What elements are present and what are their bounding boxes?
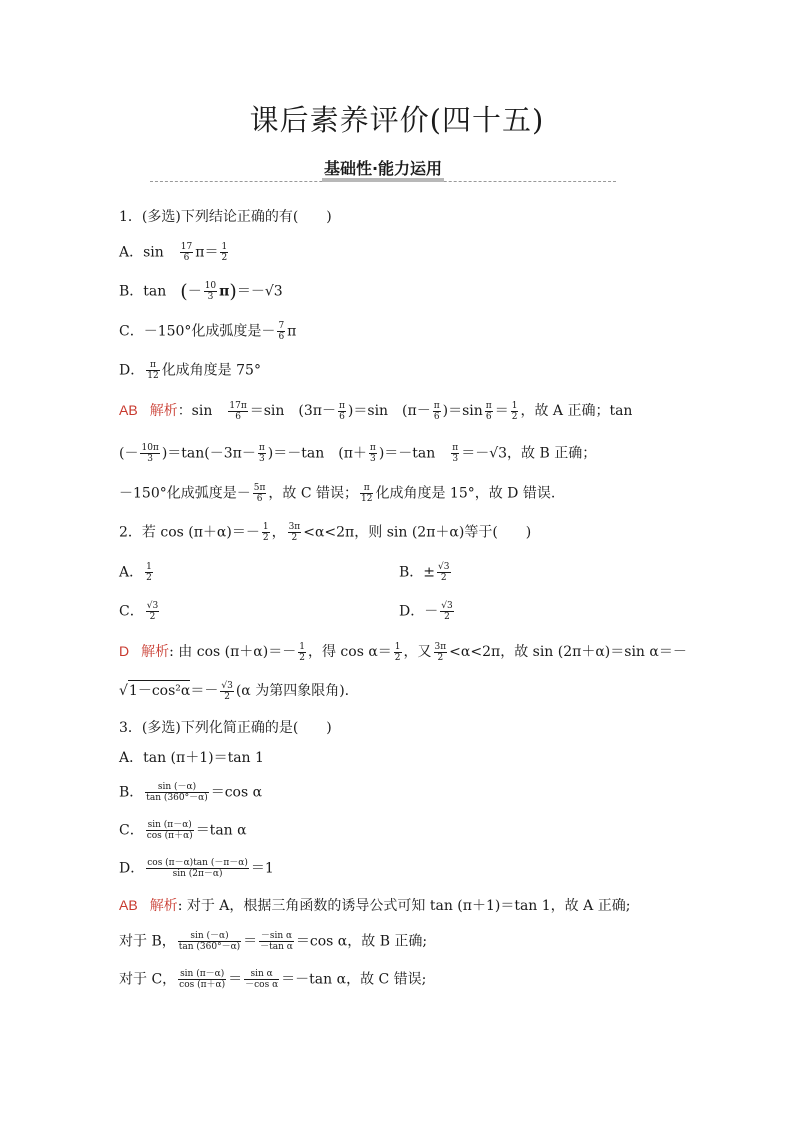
q1-explanation-line1: AB 解析：sin $\frac{17\pi}{6}$ ＝sin (3π－ $\frac{\pi}{6}$ )＝sin (π－ $\frac{\pi}{6}$ )＝sin $\frac{\pi}{6}$ ＝ $\frac{1}{2}$ ，故 A 正确；tan [119,400,633,422]
q2-option-b: B．± $\frac{√3}{2}$ [399,562,450,583]
q1-explanation-line3: －150°化成弧度是－ $\frac{5\pi}{6}$ ，故 C 错误； $\frac{\pi}{12}$ 化成角度是 15°，故 D 错误. [119,483,556,504]
q2-option-d: D．－ $\frac{√3}{2}$ [399,601,453,622]
explanation-label: 解析 [149,897,178,913]
q1-option-b-tail: ＝－√3 [236,283,283,300]
fraction: $\frac{\pi}{12}$ [147,360,159,381]
q1-option-c-tail: π [287,323,297,340]
q3-explanation-line3: 对于 C， $\frac{\sin (\pi-\alpha)}{\cos (\pi+\alpha)}$ ＝ $\frac{\text{sin α}}{\text{－cos α}}$ ＝－tan α，故 C 错误; [119,969,427,990]
section-header [150,156,616,186]
q3-explanation-line1: AB 解析: 对于 A，根据三角函数的诱导公式可知 tan (π＋1)＝tan 1，故 A 正确; [119,897,631,914]
q3-explanation-line2: 对于 B， $\frac{\sin (-\alpha)}{\tan (360^\circ-\alpha)}$ ＝ $\frac{\text{－sin α}}{\text{－tan α}}$ ＝cos α，故 B 正确; [119,931,428,952]
answer-label: AB [119,402,138,418]
q1-option-c-text: C．－150°化成弧度是－ [119,323,276,340]
q1-stem: 1．(多选)下列结论正确的有( ) [119,209,332,225]
q3-option-b: B． $\frac{\sin (-\alpha)}{\tan (360^\circ-\alpha)}$ ＝cos α [119,782,263,803]
q1-option-b: B．tan (－ $\frac{10}{3}$ π)＝－√3 [119,280,283,303]
q1-option-a-mid: π＝ [195,244,219,261]
q2-explanation-line2: √1－cos²α＝－ $\frac{√3}{2}$ (α 为第四象限角). [119,680,350,702]
q3-stem: 3．(多选)下列化简正确的是( ) [119,720,332,736]
section-title: 基础性·能力运用 [323,159,443,178]
q3-option-c: C． $\frac{\sin (\pi-\alpha)}{\cos (\pi+\alpha)}$ ＝tan α [119,820,247,841]
explanation-label: 解析 [141,643,170,659]
q3-option-a: A．tan (π＋1)＝tan 1 [119,750,264,766]
q2-stem: 2．若 cos (π＋α)＝－ $\frac{1}{2}$ ， $\frac{3\pi}{2}$ <α<2π，则 sin (2π＋α)等于( ) [119,522,532,543]
q1-option-a-text: A．sin [119,244,178,261]
fraction: $\frac{1}{2}$ [221,242,228,263]
q2-option-c: C． $\frac{√3}{2}$ [119,601,159,622]
q1-option-d: D． $\frac{\pi}{12}$ 化成角度是 75° [119,360,261,381]
q1-option-c [119,321,296,342]
q1-explanation-line2: (－ $\frac{10\pi}{3}$ )＝tan(－3π－ $\frac{\pi}{3}$ )＝－tan (π＋ $\frac{\pi}{3}$ )＝－tan $\frac{\pi}{3}$ ＝－√3，故 B 正确； [119,443,597,464]
q2-option-a: A． $\frac{1}{2}$ [119,562,152,583]
answer-label: D [119,643,130,659]
answer-label: AB [119,897,138,913]
q1-option-d-text: 化成角度是 75° [161,362,261,379]
q2-explanation-line1: D 解析: 由 cos (π＋α)＝－ $\frac{1}{2}$ ，得 cos α＝ $\frac{1}{2}$ ，又 $\frac{3\pi}{2}$ <α<2π，故 sin (2π＋α)＝sin α＝－ [119,641,687,663]
q3-option-d: D． $\frac{\cos (\pi-\alpha)\tan (-\pi-\alpha)}{\sin (2\pi-\alpha)}$ ＝1 [119,858,274,879]
fraction: $\frac{17}{6}$ [180,242,193,263]
explanation-label: 解析 [149,402,178,418]
q1-option-a [119,242,230,263]
fraction: $\frac{7}{6}$ [278,321,285,342]
fraction: $\frac{10}{3}$ [204,281,217,302]
q1-option-b-text: B．tan [119,283,181,300]
page-title: 课后素养评价(四十五) [249,103,545,137]
